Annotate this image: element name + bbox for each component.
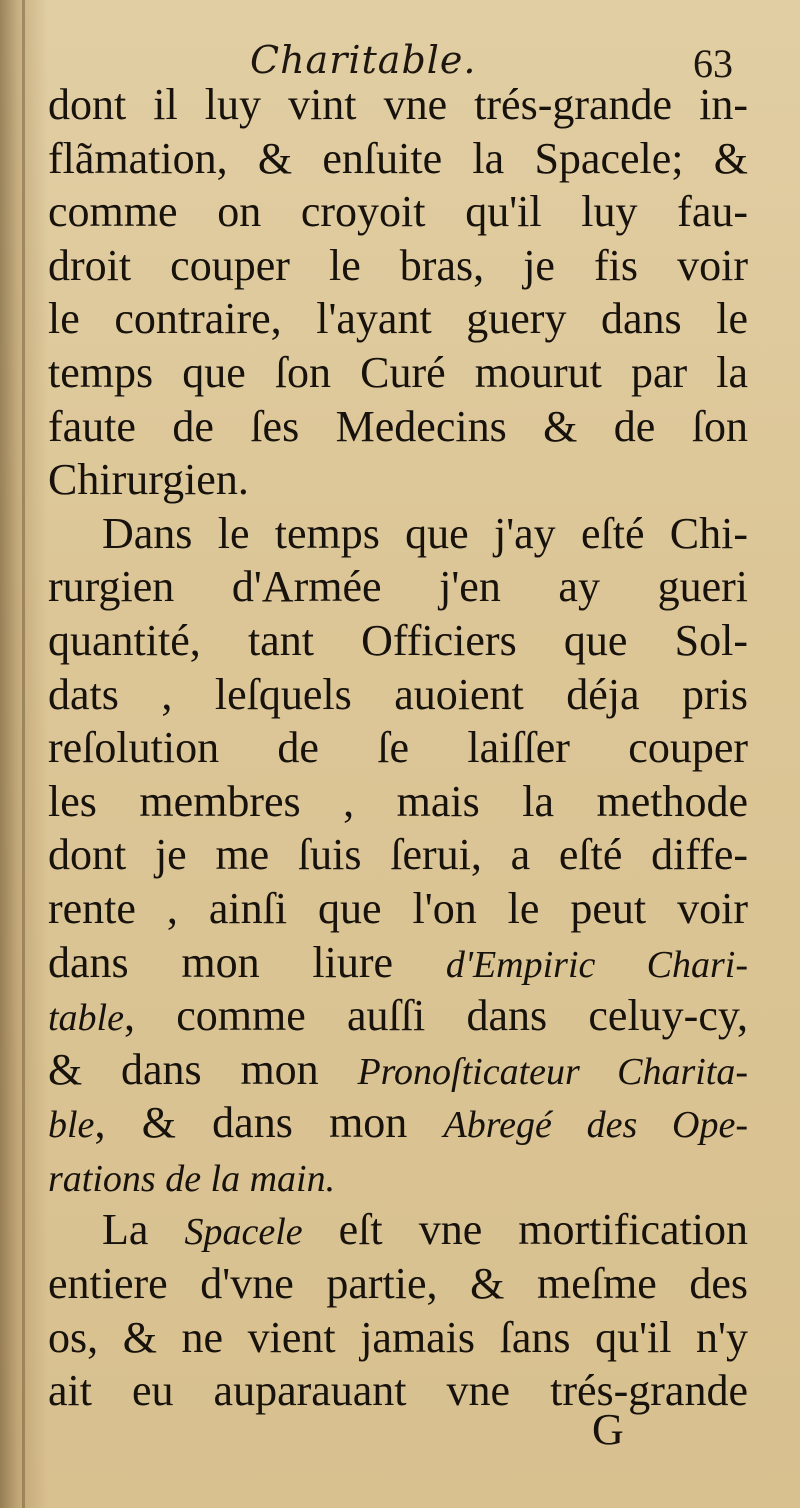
text-line <box>48 882 748 936</box>
italic-text: table <box>48 997 124 1040</box>
text-segment: dont il luy vint vne trés-grande in- <box>48 80 748 129</box>
text-line <box>48 1150 748 1204</box>
text-segment: La <box>102 1205 185 1255</box>
text-segment: dont je me ſuis ſerui, a eſté diffe- <box>48 830 748 880</box>
text-segment: faute de ſes Medecins & de ſon <box>48 401 748 451</box>
text-line <box>48 1364 748 1418</box>
text-line <box>48 78 748 132</box>
text-segment: rente , ainſi que l'on le peut voir <box>48 883 748 933</box>
page-number: 63 <box>693 41 733 86</box>
text-segment: flãmation, & enſuite la Spacele; & <box>48 133 748 183</box>
text-segment: dats , leſquels auoient déja pris <box>48 669 748 719</box>
text-segment: reſolution de ſe laiſſer couper <box>48 723 748 773</box>
text-line <box>48 507 748 561</box>
text-line <box>48 400 748 454</box>
text-line <box>48 453 748 507</box>
text-segment: eſt vne mortification <box>302 1205 748 1255</box>
italic-text: Pronoſticateur Charita- <box>357 1050 748 1093</box>
page-gutter <box>22 0 25 1508</box>
text-segment: comme on croyoit qu'il luy fau- <box>48 187 748 237</box>
text-line <box>48 1203 748 1257</box>
text-line <box>48 1096 748 1150</box>
text-line <box>48 132 748 186</box>
text-segment: Dans le temps que j'ay eſté Chi- <box>102 508 748 558</box>
text-line <box>48 1257 748 1311</box>
text-segment: , comme auſſi dans celuy-cy, <box>123 991 748 1041</box>
text-line <box>48 614 748 668</box>
text-line <box>48 346 748 400</box>
text-line <box>48 1311 748 1365</box>
text-line <box>48 185 748 239</box>
running-title: Charitable. <box>250 38 477 82</box>
text-line <box>48 989 748 1043</box>
text-segment: & dans mon <box>48 1044 358 1094</box>
text-segment: ait eu auparauant vne trés-grande <box>48 1366 748 1416</box>
italic-text: rations de la main. <box>48 1157 336 1200</box>
text-segment: Chirurgien. <box>48 455 249 505</box>
italic-text: ble <box>48 1104 95 1147</box>
text-segment: , & dans mon <box>94 1098 444 1148</box>
text-segment: dans mon liure <box>48 937 446 987</box>
text-line <box>48 292 748 346</box>
text-segment: quantité, tant Officiers que Sol- <box>48 615 748 665</box>
italic-text: Abregé des Ope- <box>443 1104 748 1147</box>
italic-text: Spacele <box>184 1211 303 1254</box>
text-segment: droit couper le bras, je fis voir <box>48 240 748 290</box>
text-line <box>48 721 748 775</box>
text-line <box>48 936 748 990</box>
text-segment: os, & ne vient jamais ſans qu'il n'y <box>48 1312 748 1362</box>
text-segment: les membres , mais la methode <box>48 776 748 826</box>
italic-text: d'Empiric Chari- <box>445 943 748 986</box>
text-line <box>48 828 748 882</box>
text-line <box>48 668 748 722</box>
text-line <box>48 560 748 614</box>
text-line <box>48 1043 748 1097</box>
text-line <box>48 239 748 293</box>
text-segment: rurgien d'Armée j'en ay gueri <box>48 562 748 612</box>
body-text <box>48 78 748 1418</box>
text-segment: temps que ſon Curé mourut par la <box>48 347 748 397</box>
text-segment: entiere d'vne partie, & meſme des <box>48 1259 748 1309</box>
text-line <box>48 775 748 829</box>
text-segment: le contraire, l'ayant guery dans le <box>48 294 748 344</box>
signature-mark: G <box>592 1405 624 1454</box>
